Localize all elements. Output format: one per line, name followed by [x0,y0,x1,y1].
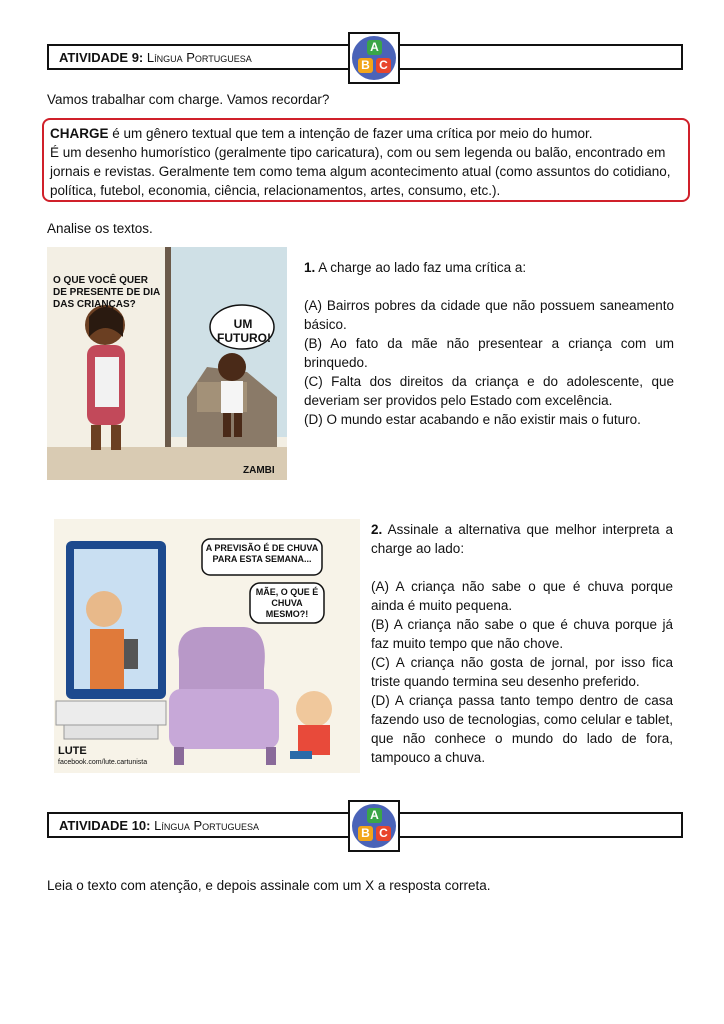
question-1-number: 1. [304,260,316,275]
question-2-number: 2. [371,522,383,537]
letter-b: B [358,826,373,841]
question-1-option-b: (B) Ao fato da mãe não presentear a criança com um brinquedo. [304,336,674,370]
letter-b: B [358,58,373,73]
child-speech: UM FUTURO! [217,317,271,345]
child-question-speech: MÃE, O QUE É CHUVA MESMO?! [255,587,319,619]
definition-box [42,118,690,202]
abc-icon [348,32,400,84]
instruction-text: Leia o texto com atenção, e depois assinale com um X a resposta correta. [47,878,491,893]
question-1-stem: A charge ao lado faz uma crítica a: [318,260,527,275]
activity-title-bold: ATIVIDADE 10: [59,818,151,833]
analyze-text: Analise os textos. [47,221,153,236]
cartoon-2 [54,519,360,773]
question-1-option-d: (D) O mundo estar acabando e não existir mais o futuro. [304,412,641,427]
letter-a: A [367,40,382,55]
question-2 [371,520,673,767]
letter-c: C [376,58,391,73]
definition-term: CHARGE [50,126,109,141]
question-2-stem: Assinale a alternativa que melhor interpreta a charge ao lado: [371,522,674,556]
intro-text: Vamos trabalhar com charge. Vamos recordar? [47,92,330,107]
question-2-option-c: (C) A criança não gosta de jornal, por isso fica triste quando termina seu desenho preferido. [371,655,673,689]
letter-a: A [367,808,382,823]
question-1 [304,258,674,429]
question-1-option-c: (C) Falta dos direitos da criança e do adolescente, que deveriam ser providos pelo Estado com excelência. [304,374,674,408]
activity-subject: Língua Portuguesa [154,818,259,833]
letter-c: C [376,826,391,841]
question-2-option-d: (D) A criança passa tanto tempo dentro de casa fazendo uso de tecnologias, como celular e tablet, que não conhece o mundo do lado de fora, tampouco a chuva. [371,693,673,765]
question-2-option-a: (A) A criança não sabe o que é chuva porque ainda é muito pequena. [371,579,673,613]
tv-speech: A PREVISÃO É DE CHUVA PARA ESTA SEMANA... [205,543,319,564]
definition-text-1: é um gênero textual que tem a intenção de fazer uma crítica por meio do humor. [108,126,593,141]
cartoon-2-signature: LUTE [58,745,87,757]
cartoon-2-credit: facebook.com/lute.cartunista [58,759,148,766]
cartoon-1 [47,247,287,480]
question-2-option-b: (B) A criança não sabe o que é chuva porque já faz muito tempo que não chove. [371,617,673,651]
activity-title-bold: ATIVIDADE 9: [59,50,144,65]
question-1-option-a: (A) Bairros pobres da cidade que não possuem saneamento básico. [304,298,674,332]
activity-subject: Língua Portuguesa [146,50,252,65]
abc-icon [348,800,400,852]
definition-text-2: É um desenho humorístico (geralmente tipo caricatura), com ou sem legenda ou balão, encontrado em jornais e revistas. Geralmente tem como tema algum acontecimento atual (como assuntos do cotidiano, política, futebol, economia, ciência, relacionamentos, artes, consumo, etc.). [50,145,671,198]
cartoon-1-signature: ZAMBI [243,465,275,476]
mother-speech: O QUE VOCÊ QUER DE PRESENTE DE DIA DAS CRIANÇAS? [53,275,160,310]
